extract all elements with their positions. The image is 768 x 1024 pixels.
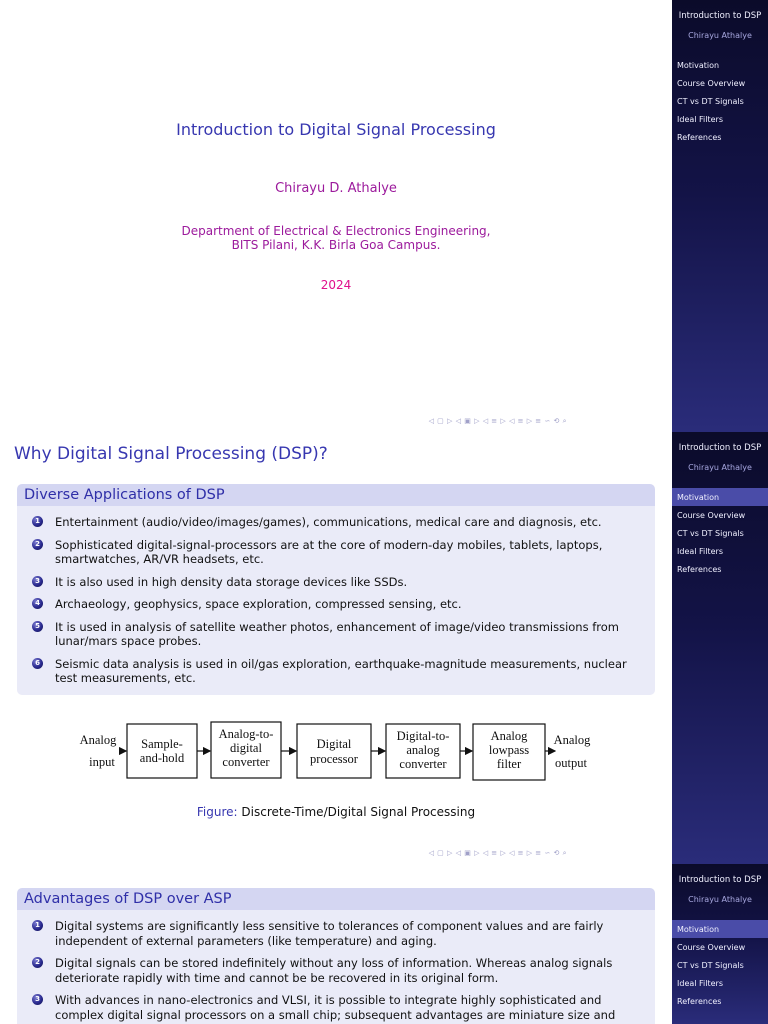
applications-block bbox=[17, 484, 655, 695]
list-item-text: Digital signals can be stored indefinitely without any loss of information. Whereas analog signals deteriorate rapidly with time and cannot be be recovered in its original form. bbox=[55, 956, 613, 985]
advantages-slide bbox=[0, 864, 768, 1024]
block-title: Diverse Applications of DSP bbox=[17, 484, 655, 506]
sidebar-item-course-overview[interactable]: Course Overview bbox=[677, 942, 746, 952]
beamer-nav-symbols[interactable]: ◁ ▢ ▷ ◁ ▣ ▷ ◁ ≡ ▷ ◁ ≡ ▷ ≡ ∽ ⟲ ⌕ bbox=[428, 417, 567, 425]
beamer-nav-symbols[interactable]: ◁ ▢ ▷ ◁ ▣ ▷ ◁ ≡ ▷ ◁ ≡ ▷ ≡ ∽ ⟲ ⌕ bbox=[428, 849, 567, 857]
applications-list bbox=[27, 515, 645, 686]
sidebar-item-ct-vs-dt[interactable]: CT vs DT Signals bbox=[677, 528, 744, 538]
sidebar-item-ct-vs-dt[interactable]: CT vs DT Signals bbox=[677, 960, 744, 970]
figure-caption bbox=[0, 805, 672, 819]
sidebar-author[interactable]: Chirayu Athalye bbox=[688, 895, 752, 904]
enum-ball-icon: 1 bbox=[32, 920, 43, 931]
sidebar-title[interactable]: Introduction to DSP bbox=[678, 875, 762, 885]
list-item bbox=[27, 620, 645, 649]
sidebar-item-motivation[interactable]: Motivation bbox=[677, 60, 720, 70]
block-label-line: Digital-to- bbox=[396, 729, 450, 743]
caption-label: Figure: bbox=[196, 805, 238, 819]
slide-main bbox=[0, 0, 672, 432]
block-label-line: digital bbox=[230, 741, 262, 755]
block-body bbox=[17, 910, 655, 1024]
block-label-line: converter bbox=[222, 755, 270, 769]
sidebar-item-motivation[interactable]: Motivation bbox=[672, 488, 768, 506]
output-label-line: output bbox=[555, 756, 587, 770]
sidebar-title[interactable]: Introduction to DSP bbox=[678, 443, 762, 453]
list-item bbox=[27, 919, 645, 948]
list-item-text: With advances in nano-electronics and VLSI, it is possible to integrate highly sophisticated and complex digital signal processors on a small chip; subsequent advantages are miniature size and bbox=[55, 993, 616, 1022]
list-item bbox=[27, 657, 645, 686]
block-label-line: converter bbox=[399, 757, 447, 771]
block-label-line: Digital bbox=[316, 737, 352, 751]
sidebar-title[interactable]: Introduction to DSP bbox=[678, 11, 762, 21]
block-label-line: Analog bbox=[490, 729, 528, 743]
slide-main bbox=[0, 432, 672, 864]
sidebar-author[interactable]: Chirayu Athalye bbox=[688, 463, 752, 472]
list-item-text: Sophisticated digital-signal-processors are at the core of modern-day mobiles, tablets, laptops, smartwatches, AR/VR headsets, etc. bbox=[55, 537, 603, 566]
block-label-line: Sample- bbox=[141, 737, 183, 751]
enum-ball-icon: 2 bbox=[32, 539, 43, 550]
sidebar-item-references[interactable]: References bbox=[677, 564, 722, 574]
enum-ball-icon: 5 bbox=[32, 621, 43, 632]
presentation-title: Introduction to Digital Signal Processing bbox=[176, 120, 496, 139]
list-item-text: Seismic data analysis is used in oil/gas exploration, earthquake-magnitude measurements, nuclear test measurements, etc. bbox=[55, 656, 627, 685]
dsp-block-diagram bbox=[70, 718, 610, 798]
sidebar-nav bbox=[672, 920, 768, 1010]
sidebar-item-references[interactable]: References bbox=[677, 132, 722, 142]
list-item-text: It is used in analysis of satellite weather photos, enhancement of image/video transmissions from lunar/mars space probes. bbox=[55, 619, 619, 648]
list-item bbox=[27, 515, 645, 530]
sidebar-item-ideal-filters[interactable]: Ideal Filters bbox=[677, 978, 724, 988]
list-item bbox=[27, 993, 645, 1022]
block-body bbox=[17, 506, 655, 695]
list-item-text: It is also used in high density data storage devices like SSDs. bbox=[55, 574, 408, 589]
frame-title: Why Digital Signal Processing (DSP)? bbox=[14, 444, 328, 464]
caption-text: Discrete-Time/Digital Signal Processing bbox=[241, 805, 476, 819]
sidebar-nav bbox=[672, 488, 768, 578]
sidebar bbox=[672, 432, 768, 864]
block-label-line: lowpass bbox=[488, 743, 530, 757]
sidebar bbox=[672, 0, 768, 432]
advantages-block bbox=[17, 888, 655, 1024]
presentation-institute bbox=[0, 224, 672, 252]
sidebar-item-course-overview[interactable]: Course Overview bbox=[677, 78, 746, 88]
list-item bbox=[27, 597, 645, 612]
sidebar-nav bbox=[672, 56, 768, 146]
slide-main bbox=[0, 864, 672, 1024]
input-label-line: input bbox=[89, 755, 115, 769]
dept-line: Department of Electrical & Electronics Engineering, bbox=[181, 224, 491, 238]
enum-ball-icon: 4 bbox=[32, 598, 43, 609]
enum-ball-icon: 3 bbox=[32, 576, 43, 587]
sidebar-item-ct-vs-dt[interactable]: CT vs DT Signals bbox=[677, 96, 744, 106]
input-label-line: Analog bbox=[79, 733, 117, 747]
list-item-text: Digital systems are significantly less sensitive to tolerances of component values and are fairly independent of external parameters (like temperature) and aging. bbox=[55, 919, 604, 948]
presentation-year: 2024 bbox=[320, 278, 352, 292]
block-label-line: processor bbox=[310, 752, 358, 766]
dept-line: BITS Pilani, K.K. Birla Goa Campus. bbox=[231, 238, 441, 252]
list-item bbox=[27, 575, 645, 590]
sidebar-item-references[interactable]: References bbox=[677, 996, 722, 1006]
sidebar-item-course-overview[interactable]: Course Overview bbox=[677, 510, 746, 520]
block-title: Advantages of DSP over ASP bbox=[17, 888, 655, 910]
output-label-line: Analog bbox=[553, 733, 591, 747]
block-label-line: analog bbox=[406, 743, 440, 757]
list-item bbox=[27, 956, 645, 985]
enum-ball-icon: 2 bbox=[32, 957, 43, 968]
block-label-line: Analog-to- bbox=[218, 727, 274, 741]
block-label-line: filter bbox=[496, 757, 522, 771]
list-item bbox=[27, 538, 645, 567]
sidebar bbox=[672, 864, 768, 1024]
block-label-line: and-hold bbox=[139, 751, 185, 765]
sidebar-item-ideal-filters[interactable]: Ideal Filters bbox=[677, 114, 724, 124]
presentation-author: Chirayu D. Athalye bbox=[275, 181, 397, 196]
list-item-text: Entertainment (audio/video/images/games), communications, medical care and diagnosis, etc. bbox=[55, 515, 602, 529]
sidebar-item-motivation[interactable]: Motivation bbox=[672, 920, 768, 938]
motivation-slide bbox=[0, 432, 768, 864]
sidebar-item-ideal-filters[interactable]: Ideal Filters bbox=[677, 546, 724, 556]
title-slide bbox=[0, 0, 768, 432]
enum-ball-icon: 1 bbox=[32, 516, 43, 527]
sidebar-author[interactable]: Chirayu Athalye bbox=[688, 31, 752, 40]
list-item-text: Archaeology, geophysics, space exploration, compressed sensing, etc. bbox=[55, 597, 462, 611]
block-digital-processor bbox=[297, 724, 371, 778]
enum-ball-icon: 6 bbox=[32, 658, 43, 669]
advantages-list bbox=[27, 919, 645, 1022]
enum-ball-icon: 3 bbox=[32, 994, 43, 1005]
